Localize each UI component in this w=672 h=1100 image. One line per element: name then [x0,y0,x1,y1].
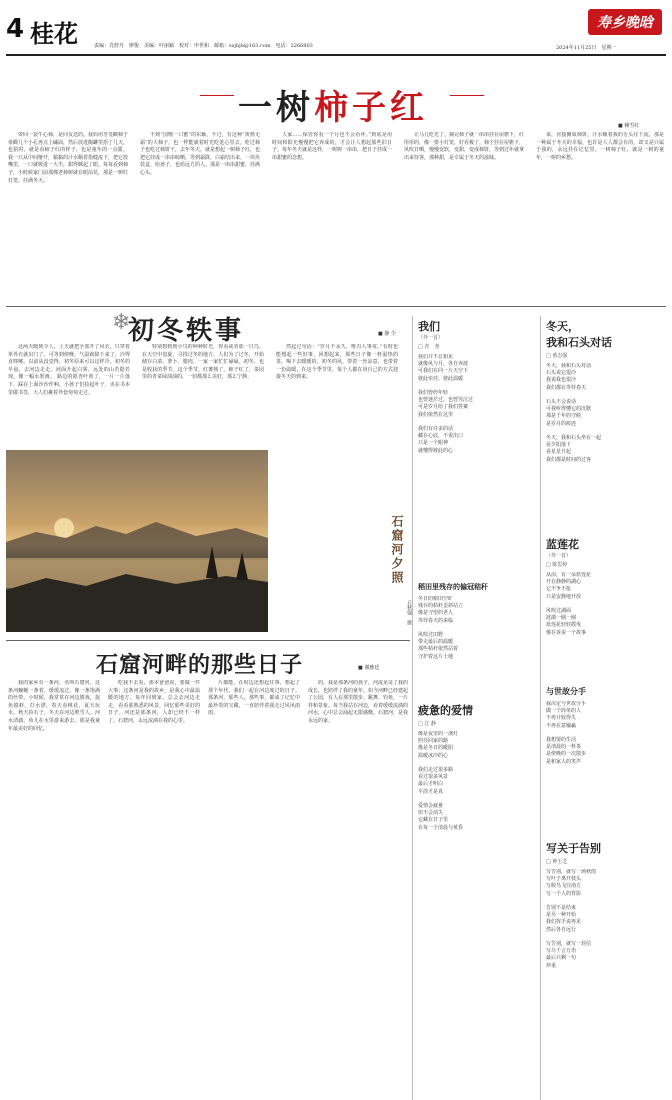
poem-line: 我们有许多的话 [418,426,454,433]
poem-line [418,760,536,767]
poem-lines [546,363,666,523]
poem-line: 珍重 [546,962,557,969]
poem-line: 像是守望的老人 [418,610,454,617]
article3-col-1 [8,680,100,1094]
poem-line: 不再在意输赢 [546,722,577,729]
title-decor-line [200,95,234,96]
article2-photo [6,450,268,632]
poem-line: 写告别，就写一封信 [546,941,592,948]
poem-line: 它藏在日子里 [418,817,449,824]
poem-farewell-worldliness [546,686,666,821]
poem-subtitle: （外一首） [546,553,572,559]
article3-col-2 [108,680,200,1094]
poem-line: 像在诉说一个故事 [546,629,587,636]
poem-line: 我们走过很多路 [418,767,454,774]
article2-author: ■ 静 尘 [378,331,396,337]
poem-line [418,383,536,390]
poem-line: 彼此牵挂，彼此温暖 [418,375,464,382]
section-divider [6,640,410,641]
poem-line [546,601,666,608]
poem-line: 就懂得彼此的心 [418,447,454,454]
article3-title: 石窟河畔的那些日子 [96,652,304,678]
poem-title: 我们 [418,320,440,333]
riverbank-silhouette [6,574,268,632]
main-article-author: ■ 赖雪红 [618,123,640,129]
poem-line [418,419,536,426]
title-accent: 柿子红 [314,88,428,128]
main-article-title [238,80,428,129]
title-plain: 一树 [238,88,314,128]
poem-line: 像是冬日的暖阳 [418,745,454,752]
poem-lines [418,354,536,584]
poem-line: 带走最后的温暖 [418,639,454,646]
poem-line: 我说我也很冷 [546,377,577,384]
article2-col-1 [8,344,130,448]
poem-line: 做一个简单的人 [546,708,582,715]
main-article-paragraph: 来，直接摊成柿饼，汁水顺着我的舌头往下流，那是一种属于冬天的幸福，也许是人人都会有的，却又是只属于我的，永远挂在记忆里。一树柿子红，就是一树的童年，一树的乡愁。 [536,132,664,161]
poem-line [418,625,536,632]
article3-author: ■ 谢雅廷 [358,665,380,671]
main-article-col-2 [140,132,260,304]
article3-paragraph: 我的家乡有一条河，名叫石窟河。这条河蜿蜒一条着，缓缓流过，像一条饱满的丝带。小时候，我常常在河边嬉戏，捉鱼摸虾，打水漂，春天看桃花，夏天玩水，秋天捡石子，冬天在河边堆雪人。河水清澈，鱼儿在水里游来游去，那是我童年最美好的回忆。 [8,680,100,732]
poem-line: 我决定与世故分手 [546,701,587,707]
poem-line: 但不会消失 [418,810,444,817]
poem-line: 开在静静的湖心 [546,579,582,586]
poem-line: 它不争不抢 [546,586,572,593]
poem-author: □ 陈思婷 [546,562,568,568]
poem-winter-stone [546,318,666,523]
poem-line: 可我们在同一片天空下 [418,368,469,375]
poem-line: 等待春天的来临 [418,617,454,624]
column-divider [540,316,541,1100]
poem-line: 涟漪一圈一圈 [546,615,577,622]
article2-title: 初冬轶事 [128,316,245,346]
poem-line [418,796,536,803]
article2-paragraph: 特别想到到小鸟的种种时光，你看或者那一只鸟，在天空中盘旋，寻找过冬的地方。人们为了过冬，开始储存白菜、萝卜、腊肉，一家一家忙忙碌碌。初冬，也是收获的季节。这个季节，红薯熟了，柿子红了，菜园里的青菜绿油油的，一切都那么美好，那么宁静。 [142,344,264,381]
river-sunset-illustration [6,450,268,632]
poem-line: 不再计较得失 [546,715,577,722]
header-credits: 责编：肖舒丹 廖俊 美编：叶丽颖 校对：申世和 邮箱：sxjbjb@163.com 电话：2266803 [94,43,313,49]
column-divider [412,316,413,1100]
mountain-silhouette [6,522,268,560]
poem-line [546,392,666,399]
poem-lines [546,701,666,821]
article2-paragraph: 然起过句话：“岁月不永久，唯有人事常。”有时也能想起一些旧事，回想起来，那些日子像一杯温热的茶，喝下去暖暖的。初冬的风，带着一丝凉意，也带着一份温暖，在这个季节里，每个人都在用自己的方式迎接冬天的到来。 [276,344,398,381]
snowflake-icon: ❄ [112,310,131,335]
poem-line: 像是夜里的一盏灯 [418,731,459,737]
poem-line: 只是一个眼神 [418,440,449,447]
poem-line: 守护着这片土地 [418,653,454,660]
poem-we [418,318,536,584]
poem-line: 写告别，就写一场秋雨 [546,869,597,875]
sun-icon [54,518,74,538]
poem-line: 看夕阳落下 [546,442,572,449]
logo-text: 寿乡晚晗 [597,15,653,31]
article3-paragraph: 吃我不去看，那本爸爸说，要做一件大事；这条河是我的故乡，是我心中最温暖的地方。每年回到家，总会去河边走走，看看那熟悉的风景，回忆那些美好的日子。河还是那条河，人却已经不一样了。石窟河，永远流淌在我的心里。 [108,680,200,724]
poem-author: □ 江 静 [418,721,436,727]
poem-line: 冬天，我和石头坐在一起 [546,435,602,442]
main-article-col-5 [536,132,664,304]
poem-title: 稻田里残存的偏冠秸秆 [418,582,488,591]
poem-line: 我们都是时间的过客 [546,456,592,463]
main-article-paragraph: 让马儿吃光了。摘完柿子就一串串挂在屋檐下，红彤彤的，像一排小灯笼，好看极了。柿子挂在屋檐下，风吹日晒，慢慢变软，变甜，变成柿饼，等到过年就拿出来待客，那种甜，是专属于冬天的滋味。 [404,132,524,161]
poem-line: 看过很多风景 [418,774,449,781]
main-article-paragraph: 带回一袋牛心柿，是同友送的。我妈用牙签戳柿子蒂戳几个小孔再点上碱面，然后放进陶罐里捂了几天，也捂时，就是看柿子红的样子，也是童年的一点甜。 我一只从中间掰开，黏黏的汁水顺着指缝流下，把它放嘴里，一口就吸进一大半，甜得眯起了眼。每每看到柿子，小时候家门前那棵老柿树就在眼前晃，那是一树红灯笼，挂满冬天。 [8,132,128,184]
main-article-paragraph: 人家……保管你看一个月也不会看坏。”到底是用时间和阳光慢慢把它养成的，才会让人想起那些旧日子。每年冬天就是这样，一树树一串串，把日子挂成一串甜蜜的念想。 [272,132,392,161]
photo-caption: 石窟河夕照 [390,515,404,585]
poem-line: 就像风与月，各自奔波 [418,361,469,368]
poem-line: 然后各自远行 [546,926,577,933]
article3-paragraph: 的，我是那条河的孩子，河流见证了我的成长，也陪伴了我的童年。如今河畔已经建起了公园，有人在那里散步、跳舞、钓鱼，一片祥和景象。每当我站在河边，看着缓缓流淌的河水，心中总会涌起无限感慨。石窟河，是我永远的家。 [308,680,408,724]
poem-line: 也曾迷茫过，也曾哭泣过 [418,397,474,404]
article2-col-2 [142,344,264,448]
poem-lines [418,596,536,706]
poem-author: □ 青 尧 [418,344,440,350]
poem-line: 是另一种开始 [546,912,577,919]
poem-line: 从前，有一朵蓝莲花 [546,572,592,578]
poem-author: □ 黄志强 [546,353,568,359]
article2-paragraph: 这两天暖到令人，上天就把全部开了风衣，只穿着单外衣就出门了。可等到傍晚，气温就降下来了，冷得直哆嗦。以前从没觉得，初冬原来可以这样冷。初冬的早晨，去河边走走，河面升起白雾，远处的山若隐若现，像一幅水墨画。 路边的银杏叶黄了，一片一片落下，踩在上面沙沙作响。小孩子们捡起叶子，夹在书本里做书签，大人们裹着外套匆匆走过。 [8,344,130,396]
page-number: 4 [6,14,25,44]
poem-line: 我们挥手说再见 [546,919,582,926]
poem-subtitle: （外一首） [418,335,444,341]
poem-title: 与世故分手 [546,686,586,696]
poem-title: 疲惫的爱情 [418,704,473,717]
poem-author: □ 钟玉芝 [546,859,568,865]
poem-line: 最后只剩一句 [546,955,577,962]
main-article-col-3 [272,132,392,304]
article3-col-3 [208,680,300,1094]
header-rule [6,54,666,56]
article2-col-3 [276,344,398,584]
main-article-col-4 [404,132,524,304]
poem-line: 我们并不总相见 [418,354,454,360]
poem-line: 可是岁月给了我们答案 [418,404,469,411]
poem-line: 爱情会疲惫 [418,803,444,810]
poem-lines [546,869,666,1089]
poem-blue-lotus [546,536,666,672]
poem-title: 写关于告别 [546,842,601,855]
poem-line: 石头说它很冷 [546,370,577,377]
poem-line: 残存的秸秆歪斜站立 [418,603,464,610]
poem-tired-love [418,702,536,1031]
poem-line: 温暖冰冷的心 [418,752,449,759]
poem-line: 是清晨的一杯茶 [546,744,582,751]
poem-line: 我们都在等待春天 [546,384,587,391]
poem-line: 冬日的稻田空旷 [418,596,454,602]
poem-line: 是岁月的痕迹 [546,420,577,427]
poem-line [546,934,666,941]
poem-line: 只是安静地开放 [546,593,582,600]
poem-line: 是和家人的笑声 [546,758,582,765]
poem-line: 写一个人的背影 [546,890,582,897]
poem-line: 蓝莲花轻轻摇曳 [546,622,582,629]
poem-line: 告别不是结束 [546,905,577,912]
poem-line: 风吹过田野 [418,632,444,639]
poem-line: 写尽千言万语 [546,948,577,955]
poem-line: 藏在心底，不说出口 [418,433,464,440]
main-article-col-1 [8,132,128,304]
article3-paragraph: 片都能，在时边还想起往事，想起了那个年代，我们一起在河边度过的日子。那条河，那些人，那些事，都成了记忆中最珍贵的宝藏，一直陪伴着我走过风风雨雨。 [208,680,300,717]
poem-line: 风吹过湖面 [546,608,572,615]
poem-line [546,730,666,737]
poem-line: 是傍晚的一次散步 [546,751,587,758]
section-title: 桂花 [30,20,78,48]
newspaper-logo [588,9,662,35]
poem-title: 冬天， [546,320,579,333]
main-article-paragraph: 不到“国喀一口蜜”的东颖，不过，有这种“黄熟无霜”的大柿子，也一样能就着时光吃进心里去。吃过柿子也吃过柿饼干，去年冬天，就是想起一树柿子红，也把它挂成一串串晾晒，等到霜降，白霜结出来，一块块装盒，给孩子，也给远方的人。那是一串串甜蜜，挂满心头。 [140,132,260,176]
poem-line: 照亮回家的路 [418,738,449,745]
photo-credit: 丘秋强 摄 [406,600,412,625]
poem-line: 冬天，我和石头对话 [546,363,592,369]
poem-line: 我们依然在这里 [418,411,454,418]
poem-rice-field [418,582,536,706]
poem-lines [546,572,666,672]
poem-line: 平淡才是真 [418,788,444,795]
poem-lines [418,731,536,1031]
article3-col-4 [308,680,408,1094]
poem-title: 蓝莲花 [546,538,579,551]
poem-line: 我们曾经年轻 [418,390,449,397]
poem-about-farewell [546,840,666,1089]
issue-date: 2024年11月25日 星期一 [556,45,617,51]
poem-line: 石头不会说话 [546,399,577,406]
poem-line: 看星星升起 [546,449,572,456]
poem-line: 写候鸟飞往南方 [546,883,582,890]
poem-line: 我想要的生活 [546,737,577,744]
poem-line [546,428,666,435]
poem-line: 写叶子离开枝头 [546,876,582,883]
poem-line: 最后才明白 [418,781,444,788]
poem-line: 可我听得懂它的沉默 [546,406,592,413]
poem-line: 在每一个清晨与黄昏 [418,824,464,831]
poem-title-line2: 我和石头对话 [546,336,612,349]
poem-line [546,898,666,905]
title-decor-line [450,95,484,96]
poem-line: 那是千年的守候 [546,413,582,420]
section-divider [6,306,666,307]
poem-line: 那些秸秆依然站着 [418,646,459,653]
